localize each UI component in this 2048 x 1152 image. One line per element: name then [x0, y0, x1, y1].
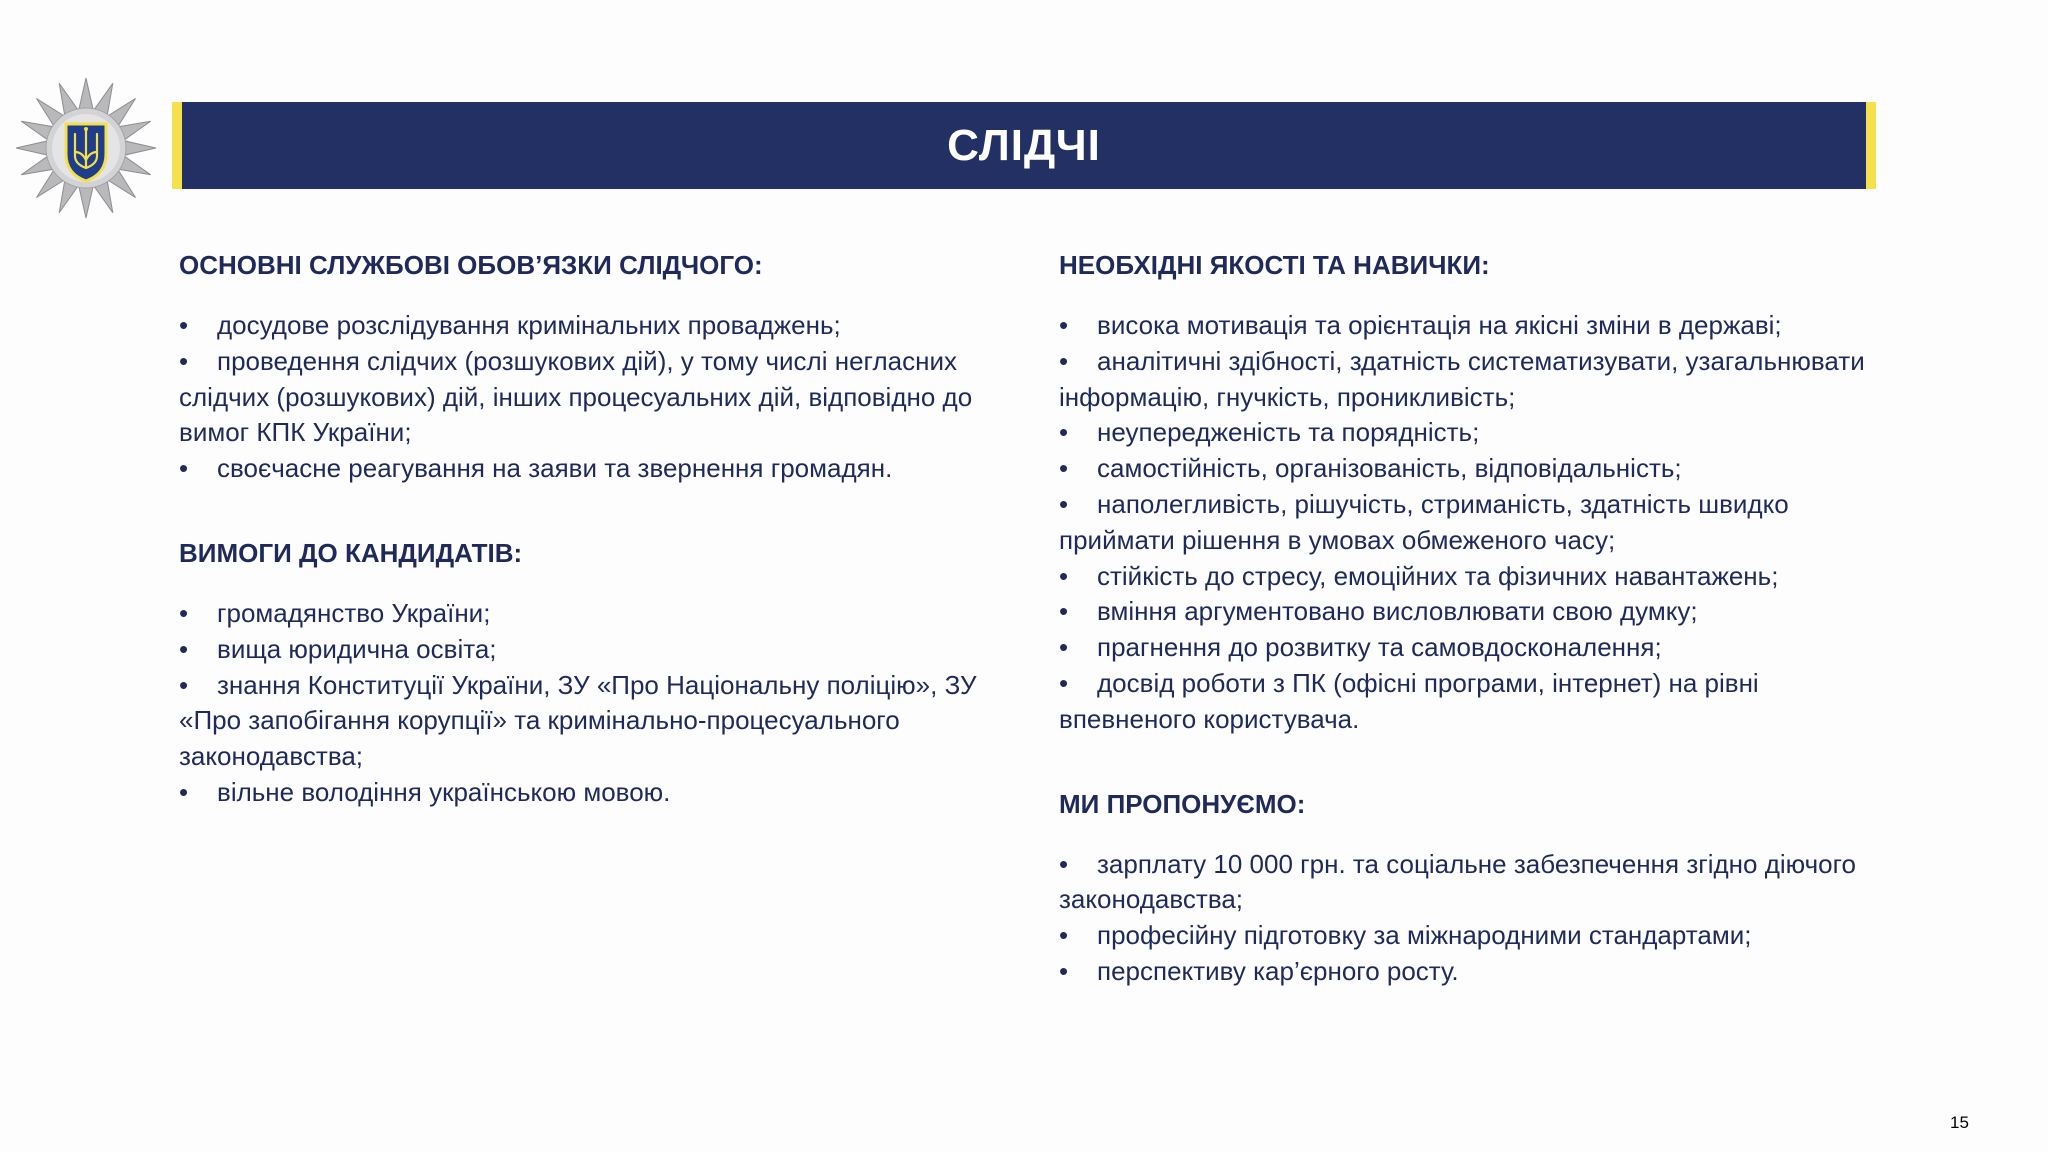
duties-section	[179, 245, 1019, 487]
list-item-text: зарплату 10 000 грн. та соціальне забезпечення згідно діючого законодавства;	[1059, 848, 1856, 915]
offer-list	[1059, 847, 1899, 990]
bullet: •	[179, 597, 189, 628]
list-item	[1059, 451, 1899, 487]
title-banner	[172, 102, 1876, 189]
list-item	[1059, 487, 1899, 559]
list-item	[1059, 666, 1899, 738]
duties-heading: ОСНОВНІ СЛУЖБОВІ ОБОВ’ЯЗКИ СЛІДЧОГО:	[179, 250, 763, 280]
list-item-text: своєчасне реагування на заяви та звернення громадян.	[217, 453, 893, 484]
list-item-text: прагнення до розвитку та самовдосконалення;	[1097, 632, 1662, 663]
bullet: •	[1059, 848, 1069, 879]
offer-section	[1059, 784, 1899, 990]
bullet: •	[179, 345, 189, 376]
bullet: •	[1059, 488, 1069, 519]
bullet: •	[1059, 920, 1069, 951]
list-item-text: висока мотивація та орієнтація на якісні зміни в державі;	[1097, 310, 1782, 340]
list-item	[1059, 559, 1899, 595]
bullet: •	[1059, 560, 1069, 591]
bullet: •	[179, 776, 189, 807]
title-banner-fill	[182, 102, 1866, 189]
bullet: •	[1059, 632, 1069, 663]
list-item	[179, 775, 1019, 811]
list-item	[179, 451, 1019, 487]
list-item-text: перспективу кар’єрного росту.	[1097, 955, 1459, 986]
list-item-text: досвід роботи з ПК (офісні програми, інтернет) на рівні впевненого користувача.	[1059, 667, 1759, 734]
skills-list	[1059, 308, 1899, 738]
skills-section	[1059, 245, 1899, 738]
bullet: •	[1059, 667, 1069, 698]
bullet: •	[1059, 453, 1069, 484]
list-item-text: професійну підготовку за міжнародними стандартами;	[1097, 920, 1752, 951]
bullet: •	[1059, 955, 1069, 986]
offer-heading: МИ ПРОПОНУЄМО:	[1059, 788, 1306, 819]
list-item	[179, 344, 1019, 451]
list-item	[1059, 344, 1899, 416]
list-item	[179, 596, 1019, 632]
page-number: 15	[1950, 1113, 1969, 1132]
list-item	[1059, 954, 1899, 990]
list-item	[1059, 415, 1899, 451]
right-column	[1059, 245, 1899, 990]
requirements-list	[179, 596, 1019, 811]
list-item-text: аналітичні здібності, здатність систематизувати, узагальнювати інформацію, гнучкість, проникливість;	[1059, 345, 1865, 412]
skills-heading: НЕОБХІДНІ ЯКОСТІ ТА НАВИЧКИ:	[1059, 250, 1490, 280]
list-item-text: проведення слідчих (розшукових дій), у тому числі негласних слідчих (розшукових) дій, інших процесуальних дій, відповідно до вимог КПК України;	[179, 345, 973, 448]
bullet: •	[179, 633, 189, 664]
bullet: •	[179, 453, 189, 484]
list-item	[1059, 847, 1899, 919]
page-title: СЛІДЧІ	[947, 120, 1101, 170]
police-star-emblem	[14, 76, 158, 220]
bullet: •	[1059, 596, 1069, 627]
list-item	[179, 308, 1019, 344]
list-item-text: стійкість до стресу, емоційних та фізичних навантажень;	[1097, 560, 1779, 591]
bullet: •	[1059, 345, 1069, 376]
list-item-text: вища юридична освіта;	[217, 633, 497, 664]
bullet: •	[1059, 417, 1069, 448]
requirements-heading: ВИМОГИ ДО КАНДИДАТІВ:	[179, 537, 523, 568]
list-item	[1059, 630, 1899, 666]
list-item-text: самостійність, організованість, відповідальність;	[1097, 453, 1682, 484]
list-item	[179, 668, 1019, 775]
list-item-text: вільне володіння українською мовою.	[217, 776, 671, 807]
list-item	[1059, 918, 1899, 954]
bullet: •	[179, 310, 189, 340]
list-item-text: неупередженість та порядність;	[1097, 417, 1480, 448]
list-item	[1059, 594, 1899, 630]
bullet: •	[179, 669, 189, 700]
list-item	[179, 632, 1019, 668]
bullet: •	[1059, 310, 1069, 340]
list-item-text: вміння аргументовано висловлювати свою думку;	[1097, 596, 1698, 627]
list-item-text: громадянство України;	[217, 597, 491, 628]
requirements-section	[179, 533, 1019, 811]
list-item	[1059, 308, 1899, 344]
list-item-text: досудове розслідування кримінальних проваджень;	[217, 310, 841, 340]
left-column	[179, 245, 1019, 811]
list-item-text: знання Конституції України, ЗУ «Про Національну поліцію», ЗУ «Про запобігання корупції» та кримінально-процесуального законодавства;	[179, 669, 977, 772]
duties-list	[179, 308, 1019, 487]
list-item-text: наполегливість, рішучість, стриманість, здатність швидко приймати рішення в умовах обмеженого часу;	[1059, 488, 1789, 555]
